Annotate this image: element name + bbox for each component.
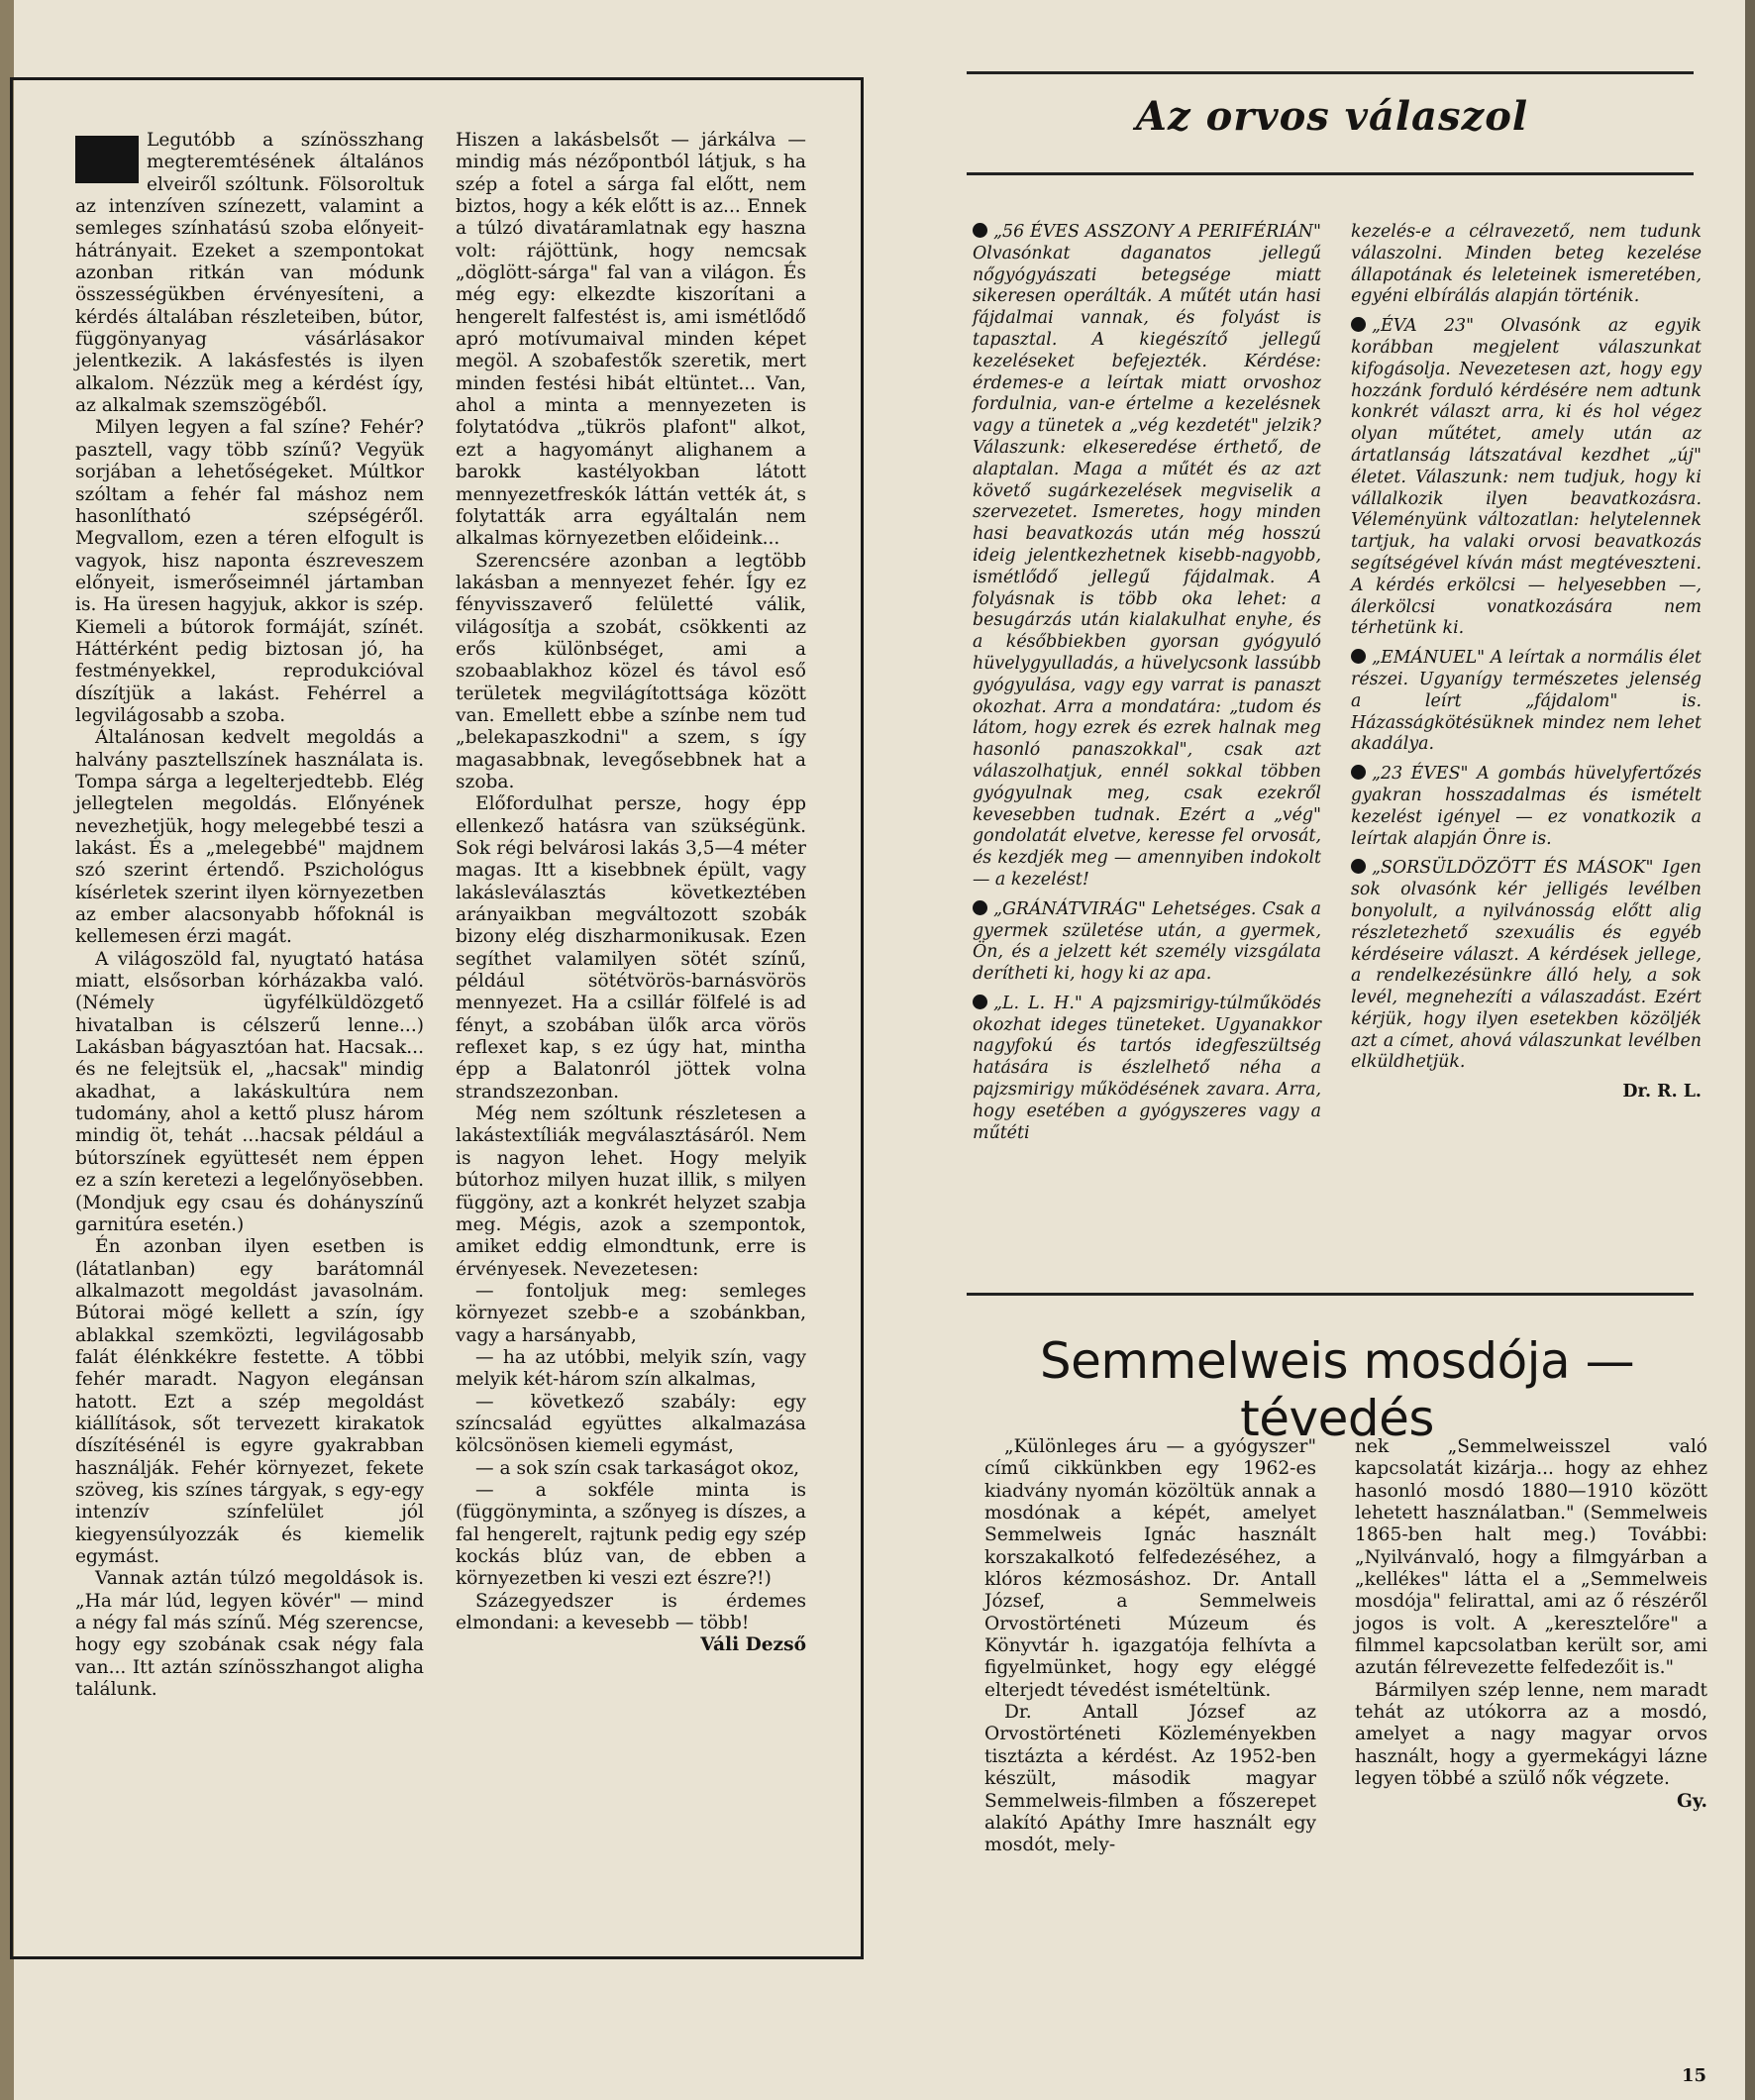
heading-rule-top — [967, 71, 1694, 74]
paragraph: Hiszen a lakásbelsőt — járkálva — mindig más nézőpontból látjuk, s ha szép a fotel a sárga fal előtt, nem biztos, hogy a kék előtt is az... Ennek a túlzó divatáramlatnak egy haszna volt: rájöttünk, hogy nemcsak „döglött-sárga" fal van a világon. És még egy: elkezdte kiszorítani a hengerelt falfestést is, ami ismétlődő apró motívumaival minden képet megöl. A szobafestők szeretik, mert minden festési hibát eltüntet... Van, ahol a minta a mennyezeten is folytatódva „tükrös plafont" alkot, ezt a hagyományt alighanem a barokk kastélyokban látott mennyezetfreskók láttán vették át, s folytatták arra egyáltalán nem alkalmas környezetben előideink... — [456, 130, 806, 550]
semmelweis-column-2 — [1355, 1436, 1707, 1813]
section-divider — [967, 1293, 1694, 1296]
qa-item: „L. L. H." A pajzsmirigy-túlműködés okozhat ideges tüneteket. Ugyanakkor nagyfokú és tartós idegfeszültség hatására is észlelhető néha a pajzsmirigy működésének zavara. Arra, hogy esetében a gyógyszeres vagy a műtéti — [973, 993, 1321, 1143]
doctor-column-1 — [973, 222, 1321, 1152]
list-item: — ha az utóbbi, melyik szín, vagy melyik két-három szín alkalmas, — [456, 1346, 806, 1391]
page-right-edge — [1745, 0, 1755, 2100]
bullet-icon — [1351, 859, 1366, 874]
qa-item: „GRÁNÁTVIRÁG" Lehetséges. Csak a gyermek születése után, a gyermek, Ön, és a jelzett két személy vizsgálata derítheti ki, hogy ki az apa. — [973, 898, 1321, 985]
paragraph: Én azonban ilyen esetben is (látatlanban) egy barátomnál alkalmazott megoldást javasolnám. Bútorai mögé kellett a szín, így ablakkal szemközti, legvilágosabb falát élénkkékre festette. A többi fehér maradt. Nagyon elegánsan hatott. Ezt a szép megoldást kiállítások, sőt tervezett kirakatok díszítésénél is egyre gyakrabban használják. Fehér környezet, fekete szöveg, kis színes tárgyak, s egy-egy intenzív színfelület jól kiegyensúlyozzák és kiemelik egymást. — [75, 1236, 424, 1567]
paragraph: Előfordulhat persze, hogy épp ellenkező hatásra van szükségünk. Sok régi belvárosi lakás 3,5—4 méter magas. Itt a kisebbnek épült, vagy lakásleválasztás következtében arányaikban megváltozott szobák bizony elég diszharmonikusak. Ezen segíthet valamilyen sötét színű, például sötétvörös-barnásvörös mennyezet. Ha a csillár fölfelé is ad fényt, a szobában ülők arca vörös reflexet kap, s ez úgy hat, mintha épp a Balatonról jöttek volna strandszezonban. — [456, 793, 806, 1102]
bullet-icon — [1351, 317, 1366, 332]
left-article-column-2 — [456, 130, 806, 1657]
doctor-column-2 — [1351, 222, 1702, 1103]
bullet-icon — [973, 223, 987, 238]
paragraph: Még nem szóltunk részletesen a lakástextíliák megválasztásáról. Nem is nagyon lehet. Hogy melyik bútorhoz milyen huzat illik, s milyen függöny, azt a konkrét helyzet szabja meg. Mégis, azok a szempontok, amiket eddig elmondtunk, erre is érvényesek. Nevezetesen: — [456, 1103, 806, 1280]
list-item: — a sokféle minta is (függönyminta, a szőnyeg is díszes, a fal hengerelt, rajtunk pedig egy szép kockás blúz van, de ebben a környezetben ki veszi ezt észre?!) — [456, 1479, 806, 1590]
paragraph: Szerencsére azonban a legtöbb lakásban a mennyezet fehér. Így ez fényvisszaverő felületté válik, világosítja a szobát, csökkenti az erős különbséget, ami a szobaablakhoz közel és távol eső területek megvilágítottsága között van. Emellett ebbe a színbe nem tud „belekapaszkodni" a szem, s így magasabbnak, levegősebbnek hat a szoba. — [456, 550, 806, 792]
heading-rule-bottom — [967, 172, 1694, 175]
qa-item: „56 ÉVES ASSZONY A PERIFÉRIÁN" Olvasónkat daganatos jellegű nőgyógyászati betegsége miatt sikeresen operálták. A műtét után hasi fájdalmai vannak, és folyást is tapasztal. A kiegészítő jellegű kezeléseket befejezték. Kérdése: érdemes-e a leírtak miatt orvoshoz fordulnia, van-e értelme a kezelésnek vagy a tünetek a „vég kezdetét" jelzik? Válaszunk: elkeseredése érthető, de alaptalan. Maga a műtét és az azt követő sugárkezelések megviselik a szervezetet. Ismeretes, hogy minden hasi beavatkozás után még hosszú ideig jelentkezhetnek kisebb-nagyobb, ismétlődő jellegű fájdalmak. A folyásnak is több oka lehet: a besugárzás után kialakulhat enyhe, és a későbbiekben gyorsan gyógyuló hüvelygyulladás, a hüvelycsonk lassúbb gyógyulása, vagy egy varrat is panaszt okozhat. Arra a mondatára: „tudom és látom, hogy ezrek és ezrek halnak meg hasonló panaszokkal", csak azt válaszolhatjuk, ennél sokkal többen gyógyulnak meg, csak ezekről kevesebben tudnak. Ezért a „vég" gondolatát elvetve, keresse fel orvosát, és kezdjék meg — amennyiben indokolt — a kezelést! — [973, 222, 1321, 890]
paragraph: Milyen legyen a fal színe? Fehér? pasztell, vagy több színű? Vegyük sorjában a lehetőségeket. Múltkor szóltam a fehér fal máshoz nem hasonlítható szépségéről. Megvallom, ezen a téren elfogult is vagyok, hisz naponta észreveszem előnyeit, ismerőseimnél jártamban is. Ha üresen hagyjuk, akkor is szép. Kiemeli a bútorok formáját, színét. Háttérként pedig biztosan jó, ha festményekkel, reprodukcióval díszítjük a lakást. Fehérrel a legvilágosabb a szoba. — [75, 417, 424, 726]
qa-item-continuation: kezelés-e a célravezető, nem tudunk válaszolni. Minden beteg kezelése állapotának és leleteinek ismeretében, egyéni elbírálás alapján történik. — [1351, 222, 1702, 307]
page-number: 15 — [1682, 2065, 1707, 2086]
list-item: — a sok szín csak tarkaságot okoz, — [475, 1457, 800, 1479]
paragraph: Vannak aztán túlzó megoldások is. „Ha már lúd, legyen kövér" — mind a négy fal más színű. Még szerencse, hogy egy szobának csak négy fala van... Itt aztán színösszhangot aligha találunk. — [75, 1568, 424, 1701]
bullet-icon — [1351, 765, 1366, 780]
author-signature: Váli Dezső — [700, 1634, 806, 1656]
paragraph: A világoszöld fal, nyugtató hatása miatt, elsősorban kórházakba való. (Némely ügyfélküldözgető hivatalban is célszerű lenne...) Lakásban bágyasztóan hat. Hacsak... és ne felejtsük el, „hacsak" mindig akadhat, a lakáskultúra nem tudomány, ahol a kettő plusz három mindig öt, tehát ...hacsak például a bútorszínek együttesét nem éppen ez a szín keretezi a legelőnyösebben. (Mondjuk egy csau és dohányszínű garnitúra esetén.) — [75, 948, 424, 1235]
semmelweis-signature: Gy. — [1676, 1790, 1707, 1812]
semmelweis-title: Semmelweis mosdója — tévedés — [1039, 1332, 1635, 1447]
list-item: — fontoljuk meg: semleges környezet szebb-e a szobánkban, vagy a harsányabb, — [456, 1280, 806, 1346]
qa-item: „EMÁNUEL" A leírtak a normális élet részei. Ugyanígy természetes jelenség a leírt „fájdalom" is. Házasságkötésüknek mindez nem lehet akadálya. — [1351, 648, 1702, 755]
left-article-column-1 — [75, 130, 424, 1701]
qa-item: „23 ÉVES" A gombás hüvelyfertőzés gyakran hosszadalmas és ismételt kezelést igényel — ez vonatkozik a leírtak alapján Önre is. — [1351, 764, 1702, 849]
paragraph: Dr. Antall József az Orvostörténeti Közleményekben tisztázta a kérdést. Az 1952-ben készült, második magyar Semmelweis-filmben a főszerepet alakító Apáthy Imre használt egy mosdót, mely- — [984, 1702, 1316, 1856]
bullet-icon — [973, 900, 987, 915]
qa-item: „ÉVA 23" Olvasónk az egyik korábban megjelent válaszunkat kifogásolja. Nevezetesen azt, hogy egy hozzánk forduló kérdésére nem adtunk konkrét választ arra, ki és hol végez olyan műtétet, amely után az ártatlanság látszatával kezdhet „új" életet. Válaszunk: nem tudjuk, hogy ki vállalkozik ilyen beavatkozásra. Véleményünk változatlan: helytelennek tartjuk, ha valaki orvosi beavatkozás segítségével kíván mást megtéveszteni. A kérdés erkölcsi — helyesebben —, álerkölcsi vonatkozására nem térhetünk ki. — [1351, 316, 1702, 639]
bullet-icon — [973, 995, 987, 1009]
section-heading: Az orvos válaszol — [1135, 93, 1529, 140]
paragraph: „Különleges áru — a gyógyszer" című cikkünkben egy 1962-es kiadvány nyomán közöltük annak a mosdónak a képét, amelyet Semmelweis Ignác használt korszakalkotó felfedezéséhez, a klóros kézmosáshoz. Dr. Antall József, a Semmelweis Orvostörténeti Múzeum és Könyvtár h. igazgatója felhívta a figyelmünket, hogy egy eléggé elterjedt tévedést ismételtünk. — [984, 1436, 1316, 1701]
semmelweis-column-1 — [984, 1436, 1316, 1857]
doctor-signature: Dr. R. L. — [1622, 1082, 1702, 1102]
paragraph: Legutóbb a színösszhang megteremtésének általános elveiről szóltunk. Fölsoroltuk az intenzíven színezett, valamint a semleges színhatású szoba előnyeit-hátrányait. Ezeket a szempontokat azonban ritkán van módunk összességükben érvényesíteni, a kérdés általában részleteiben, bútor, függönyanyag vásárlásakor jelentkezik. A lakásfestés is ilyen alkalom. Nézzük meg a kérdést így, az alkalmak szemszögéből. — [75, 130, 424, 417]
drop-square-ornament — [75, 136, 139, 183]
paragraph: Bármilyen szép lenne, nem maradt tehát az utókorra az a mosdó, amelyet a nagy magyar orvos használt, hogy a gyermekágyi lázne legyen többé a szülő nők végzete. — [1355, 1679, 1707, 1790]
paragraph: nek „Semmelweisszel való kapcsolatát kizárja... hogy az ehhez hasonló mosdó 1880—1910 között lehetett használatban." (Semmelweis 1865-ben halt meg.) További: „Nyilvánvaló, hogy a filmgyárban a „kellékes" látta el a „Semmelweis mosdója" felirattal, ami az ő részéről jogos is volt. A „keresztelőre" a filmmel kapcsolatban került sor, ami azután félrevezette felfedezőit is." — [1355, 1436, 1707, 1679]
bullet-icon — [1351, 649, 1366, 664]
qa-item: „SORSÜLDÖZÖTT ÉS MÁSOK" Igen sok olvasónk kér jelligés levélben bonyolult, a nyilvánosság előtt alig részletezhető szexuális és egyéb kérdéseire választ. A kérdések jellege, a rendelkezésünkre álló hely, a sok levél, megnehezíti a válaszadást. Ezért kérjük, hogy ilyen esetekben közöljék azt a címet, ahová válaszunkat levélben elküldhetjük. — [1351, 858, 1702, 1073]
paragraph: Százegyedszer is érdemes elmondani: a kevesebb — több! — [456, 1590, 806, 1634]
list-item: — következő szabály: egy színcsalád együttes alkalmazása kölcsönösen kiemeli egymást, — [456, 1391, 806, 1457]
paragraph: Általánosan kedvelt megoldás a halvány pasztellszínek használata is. Tompa sárga a legelterjedtebb. Elég jellegtelen megoldás. Előnyének nevezhetjük, hogy melegebbé teszi a lakást. És a „melegebbé" majdnem szó szerint értendő. Pszichológus kísérletek szerint ilyen környezetben az ember alacsonyabb hőfoknál is kellemesen érzi magát. — [75, 727, 424, 948]
